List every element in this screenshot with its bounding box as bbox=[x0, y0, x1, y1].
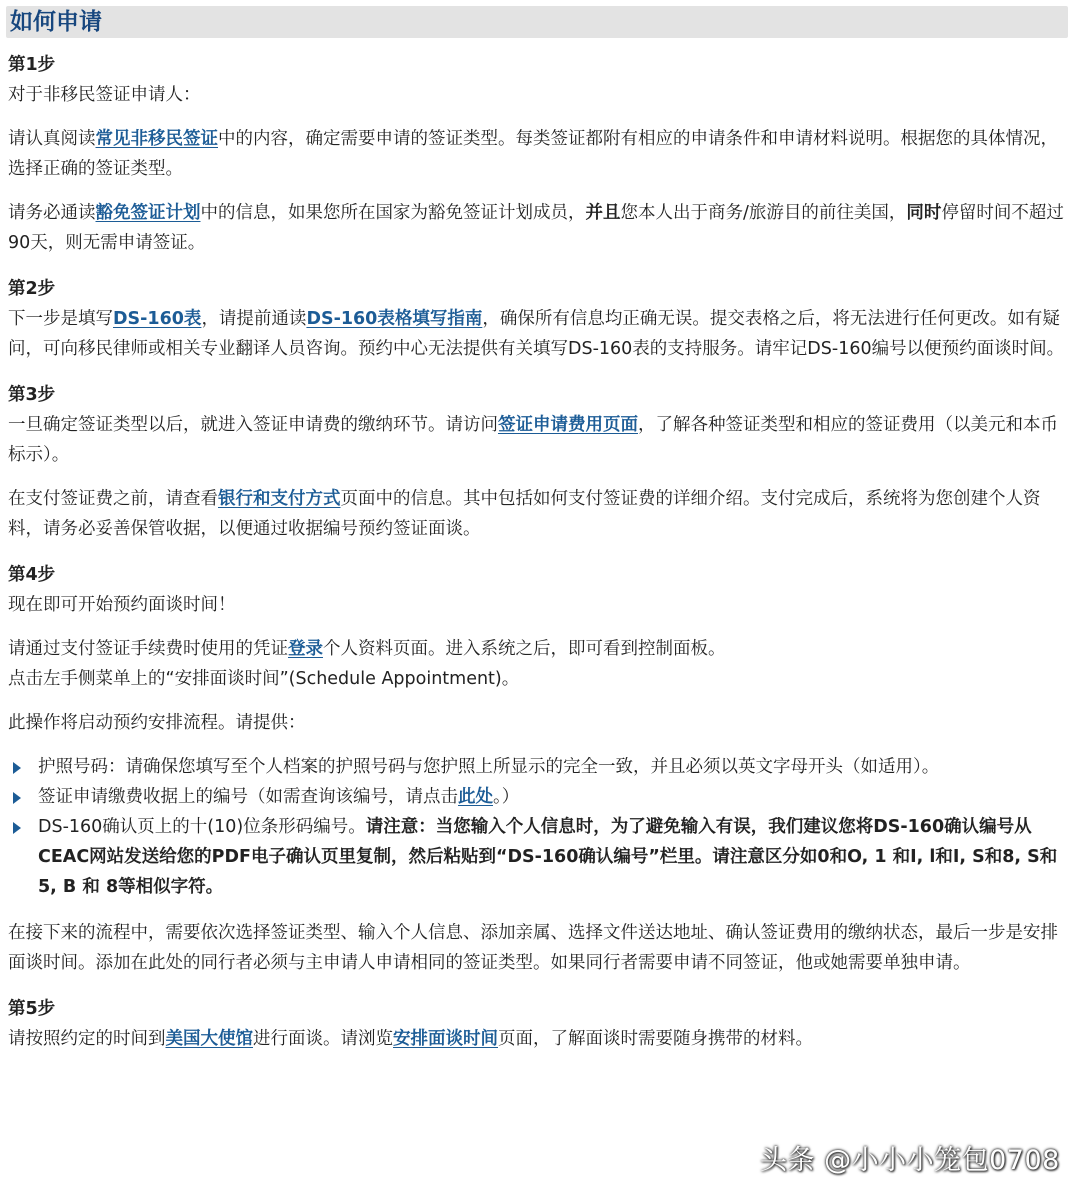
list-item bbox=[8, 782, 1072, 812]
link-ds160-form[interactable]: DS-160表 bbox=[113, 309, 202, 329]
list-item bbox=[8, 752, 1072, 782]
text: ，确保所有信息均正确无误。提交表格之后，将无法进行任何更改。如有疑问，可向移民律师或相关专业翻译人员咨询。预约中心无法提供有关填写DS-160表的支持服务。请牢记DS-160编号以便预约面谈时间。 bbox=[8, 309, 1065, 359]
link-schedule-appointment[interactable]: 安排面谈时间 bbox=[393, 1029, 498, 1049]
step1-intro: 对于非移民签证申请人： bbox=[8, 85, 201, 105]
bold-text: 请注意：当您输入个人信息时，为了避免输入有误，我们建议您将DS-160确认编号从CEAC网站发送给您的PDF电子确认页里复制，然后粘贴到“DS-160确认编号”栏里。请注意区分如0和O, 1 和I, l和I, S和8, S和5, B 和 8等相似字符。 bbox=[38, 817, 1058, 897]
step2-heading: 第2步 bbox=[8, 279, 56, 299]
step4-paragraph-2 bbox=[8, 634, 1072, 694]
link-us-embassy[interactable]: 美国大使馆 bbox=[165, 1029, 253, 1049]
text: 请按照约定的时间到 bbox=[8, 1029, 166, 1049]
text: 请认真阅读 bbox=[8, 129, 96, 149]
section-header bbox=[6, 6, 1068, 38]
bullet-triangle-icon bbox=[13, 822, 21, 834]
content bbox=[8, 50, 1072, 1054]
link-here[interactable]: 此处 bbox=[458, 787, 493, 807]
text: 签证申请缴费收据上的编号（如需查询该编号，请点击 bbox=[38, 787, 458, 807]
step3-paragraph-2 bbox=[8, 484, 1072, 544]
text: 页面中的信息。其中包括如何支付签证费的详细介绍。支付完成后，系统将为您创建个人资料，请务必妥善保管收据，以便通过收据编号预约签证面谈。 bbox=[8, 489, 1041, 539]
text: 请通过支付签证手续费时使用的凭证 bbox=[8, 639, 288, 659]
bold-text: 并且 bbox=[585, 203, 621, 223]
text: 在支付签证费之前，请查看 bbox=[8, 489, 218, 509]
text: 进行面谈。请浏览 bbox=[253, 1029, 393, 1049]
text: ，请提前通读 bbox=[201, 309, 307, 329]
text: 下一步是填写 bbox=[8, 309, 113, 329]
text: 中的信息，如果您所在国家为豁免签证计划成员， bbox=[200, 203, 586, 223]
watermark: 头条 @小小小笼包0708 bbox=[760, 1145, 1060, 1176]
step3-heading: 第3步 bbox=[8, 385, 56, 405]
step4-paragraph-4: 在接下来的流程中，需要依次选择签证类型、输入个人信息、添加亲属、选择文件送达地址、确认签证费用的缴纳状态，最后一步是安排面谈时间。添加在此处的同行者必须与主申请人申请相同的签证类型。如果同行者需要申请不同签证，他或她需要单独申请。 bbox=[8, 923, 1058, 973]
step1-paragraph-1 bbox=[8, 124, 1072, 184]
bold-text: 同时 bbox=[906, 203, 942, 223]
step2-paragraph-1 bbox=[8, 304, 1072, 364]
bullet-triangle-icon bbox=[13, 792, 21, 804]
link-visa-fees-page[interactable]: 签证申请费用页面 bbox=[498, 415, 638, 435]
link-ds160-guide[interactable]: DS-160表格填写指南 bbox=[306, 309, 483, 329]
page-title: 如何申请 bbox=[10, 9, 102, 35]
step1-heading: 第1步 bbox=[8, 55, 56, 75]
text: 点击左手侧菜单上的“安排面谈时间”(Schedule Appointment)。 bbox=[8, 669, 520, 689]
text: 。） bbox=[493, 787, 520, 807]
step4-heading: 第4步 bbox=[8, 565, 56, 585]
step4-paragraph-3: 此操作将启动预约安排流程。请提供： bbox=[8, 713, 306, 733]
step1-paragraph-2 bbox=[8, 198, 1072, 258]
bullet-triangle-icon bbox=[13, 762, 21, 774]
link-common-nonimmigrant-visas[interactable]: 常见非移民签证 bbox=[95, 129, 218, 149]
text: 护照号码：请确保您填写至个人档案的护照号码与您护照上所显示的完全一致，并且必须以英文字母开头（如适用）。 bbox=[38, 757, 940, 777]
text: 页面，了解面谈时需要随身携带的材料。 bbox=[498, 1029, 813, 1049]
text: 个人资料页面。进入系统之后，即可看到控制面板。 bbox=[323, 639, 726, 659]
link-bank-payment-methods[interactable]: 银行和支付方式 bbox=[218, 489, 341, 509]
step5-heading: 第5步 bbox=[8, 999, 56, 1019]
requirements-list bbox=[8, 752, 1072, 902]
text: 一旦确定签证类型以后，就进入签证申请费的缴纳环节。请访问 bbox=[8, 415, 498, 435]
text: ，了解各种签证类型和相应的签证费用（以美元和本币标示）。 bbox=[8, 415, 1058, 465]
link-login[interactable]: 登录 bbox=[288, 639, 323, 659]
list-item bbox=[8, 812, 1072, 902]
text: 停留时间不超过90天，则无需申请签证。 bbox=[8, 203, 1064, 253]
text: 您本人出于商务/旅游目的前往美国， bbox=[620, 203, 907, 223]
step3-paragraph-1 bbox=[8, 410, 1072, 470]
step5-paragraph-1 bbox=[8, 1024, 1072, 1054]
text: DS-160确认页上的十(10)位条形码编号。 bbox=[38, 817, 366, 837]
step4-paragraph-1: 现在即可开始预约面谈时间！ bbox=[8, 595, 236, 615]
link-visa-waiver-program[interactable]: 豁免签证计划 bbox=[95, 203, 201, 223]
text: 请务必通读 bbox=[8, 203, 96, 223]
text: 中的内容，确定需要申请的签证类型。每类签证都附有相应的申请条件和申请材料说明。根据您的具体情况，选择正确的签证类型。 bbox=[8, 129, 1058, 179]
